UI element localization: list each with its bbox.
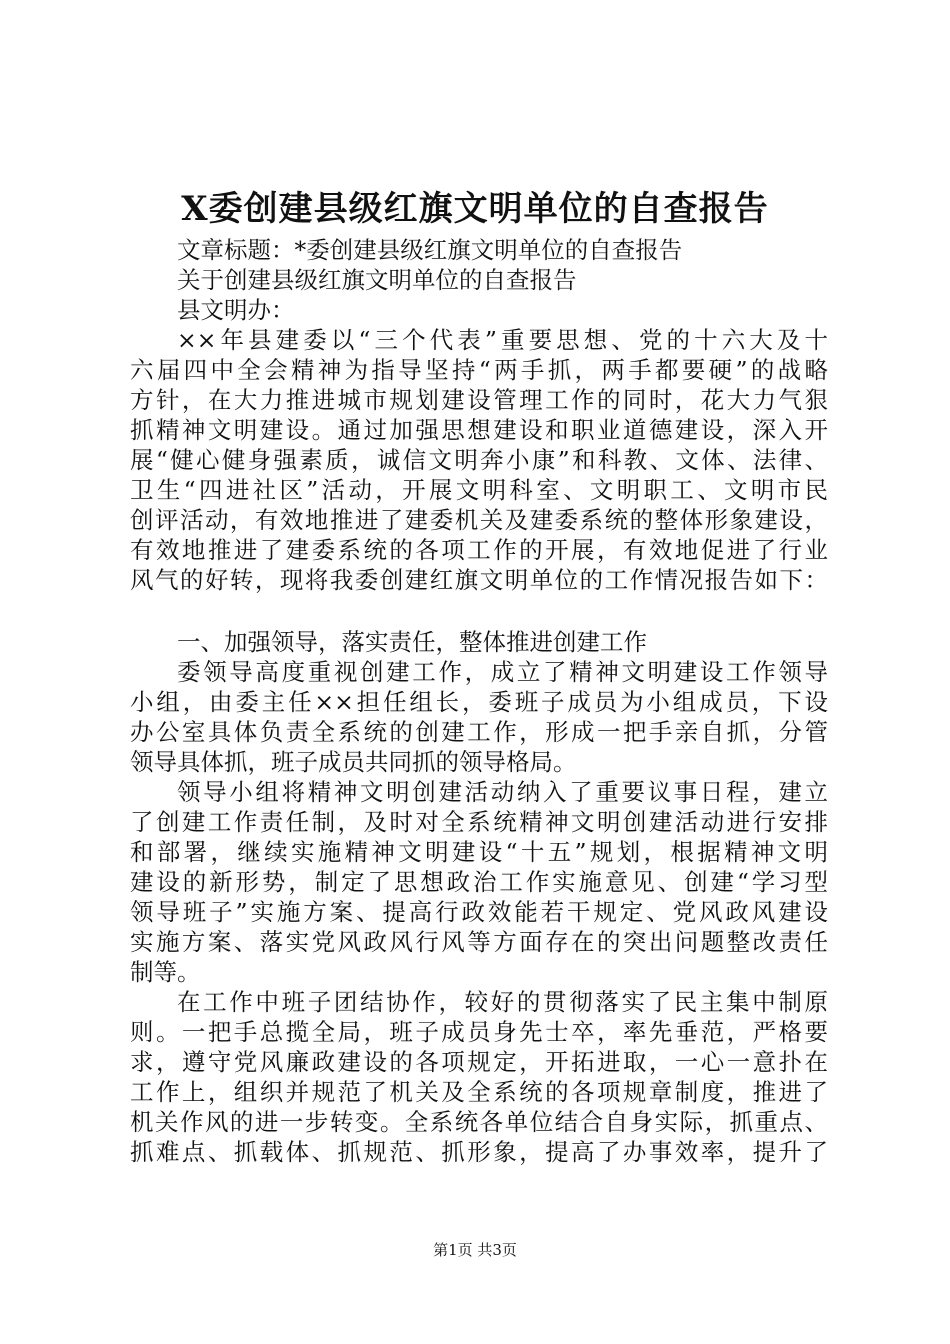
paragraph-line: 建设的新形势，制定了思想政治工作实施意见、创建“学习型 [130, 868, 828, 896]
paragraph-gap [130, 595, 828, 627]
paragraph-line: 工作上，组织并规范了机关及全系统的各项规章制度，推进了 [130, 1078, 828, 1106]
paragraph-line: 机关作风的进一步转变。全系统各单位结合自身实际，抓重点、 [130, 1108, 828, 1136]
paragraph-line: ××年县建委以“三个代表”重要思想、党的十六大及十 [177, 326, 828, 354]
paragraph-line: 卫生“四进社区”活动，开展文明科室、文明职工、文明市民 [130, 476, 828, 504]
report-heading-line: 关于创建县级红旗文明单位的自查报告 [177, 266, 577, 294]
article-title-line: 文章标题：*委创建县级红旗文明单位的自查报告 [177, 236, 683, 264]
document-title: X委创建县级红旗文明单位的自查报告 [181, 189, 769, 229]
paragraph-line: 小组，由委主任××担任组长，委班子成员为小组成员，下设 [130, 688, 828, 716]
paragraph-line: 实施方案、落实党风政风行风等方面存在的突出问题整改责任 [130, 928, 828, 956]
paragraph-line: 则。一把手总揽全局，班子成员身先士卒，率先垂范，严格要 [130, 1018, 828, 1046]
paragraph-line: 委领导高度重视创建工作，成立了精神文明建设工作领导 [177, 658, 828, 686]
paragraph-line: 领导班子”实施方案、提高行政效能若干规定、党风政风建设 [130, 898, 828, 926]
paragraph-line: 抓难点、抓载体、抓规范、抓形象，提高了办事效率，提升了 [130, 1138, 828, 1166]
paragraph-line: 六届四中全会精神为指导坚持“两手抓，两手都要硬”的战略 [130, 356, 828, 384]
paragraph-line: 在工作中班子团结协作，较好的贯彻落实了民主集中制原 [177, 988, 828, 1016]
salutation-line: 县文明办： [177, 296, 295, 324]
document-body [130, 235, 828, 1167]
paragraph-line: 了创建工作责任制，及时对全系统精神文明创建活动进行安排 [130, 808, 828, 836]
paragraph-line: 领导具体抓，班子成员共同抓的领导格局。 [130, 748, 577, 776]
paragraph-line: 展“健心健身强素质，诚信文明奔小康”和科教、文体、法律、 [130, 446, 828, 474]
paragraph-line: 创评活动，有效地推进了建委机关及建委系统的整体形象建设， [130, 506, 828, 534]
paragraph-line: 有效地推进了建委系统的各项工作的开展，有效地促进了行业 [130, 536, 828, 564]
paragraph-line: 风气的好转，现将我委创建红旗文明单位的工作情况报告如下： [130, 566, 828, 594]
paragraph-line: 方针，在大力推进城市规划建设管理工作的同时，花大力气狠 [130, 386, 828, 414]
page-footer: 第1页 共3页 [433, 1241, 517, 1259]
section-heading: 一、加强领导，落实责任，整体推进创建工作 [177, 628, 647, 656]
paragraph-line: 和部署，继续实施精神文明建设“十五”规划，根据精神文明 [130, 838, 828, 866]
paragraph-line: 制等。 [130, 958, 201, 986]
paragraph-line: 求，遵守党风廉政建设的各项规定，开拓进取，一心一意扑在 [130, 1048, 828, 1076]
paragraph-line: 抓精神文明建设。通过加强思想建设和职业道德建设，深入开 [130, 416, 828, 444]
paragraph-line: 办公室具体负责全系统的创建工作，形成一把手亲自抓，分管 [130, 718, 828, 746]
paragraph-line: 领导小组将精神文明创建活动纳入了重要议事日程，建立 [177, 778, 828, 806]
